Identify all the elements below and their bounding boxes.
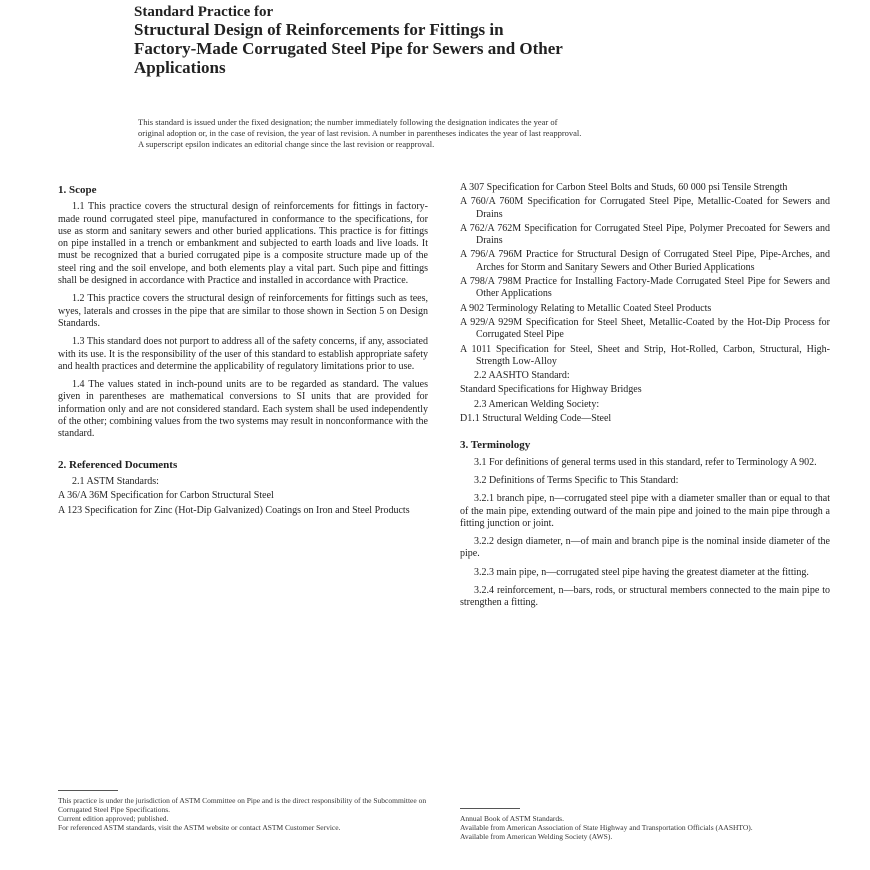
notice-line: original adoption or, in the case of revision, the year of last revision. A number in parentheses indicates the year of last reapproval. (138, 128, 582, 138)
footnote-rule (58, 790, 118, 791)
terminology-paragraph: 3.2.1 branch pipe, n—corrugated steel pipe with a diameter smaller than or equal to that of the main pipe, extending outward of the main pipe and joined to the main pipe through a fitting junction or joint. (460, 493, 830, 529)
document-header (134, 4, 754, 77)
scope-paragraph: 1.4 The values stated in inch-pound units are to be regarded as standard. The values given in parentheses are mathematical conversions to SI units that are provided for information only and are not considered standard. Each system shall be used independently of the other; combining values from the two systems may result in nonconformance with the standard. (58, 379, 428, 440)
notice-line: A superscript epsilon indicates an editorial change since the last revision or reapproval. (138, 139, 435, 149)
terminology-paragraph: 3.2.3 main pipe, n—corrugated steel pipe having the greatest diameter at the fitting. (474, 566, 809, 578)
footnote-rule (460, 808, 520, 809)
footnote: Current edition approved; published. (58, 814, 169, 823)
title-prefix: Standard Practice for (134, 4, 274, 20)
terminology-paragraph: 3.2.2 design diameter, n—of main and branch pipe is the nominal inside diameter of the pipe. (460, 536, 830, 560)
terminology-paragraph: 3.1 For definitions of general terms used in this standard, refer to Terminology A 902. (474, 456, 817, 468)
right-column (460, 182, 830, 616)
left-footnotes (58, 796, 428, 832)
reference-item: 2.3 American Welding Society: (474, 398, 600, 410)
reference-item: 2.2 AASHTO Standard: (474, 370, 570, 382)
footnote: Available from American Welding Society (AWS). (460, 832, 613, 841)
footnote: This practice is under the jurisdiction of ASTM Committee on Pipe and is the direct responsibility of the Subcommittee on Corrugated Steel Pipe Specifications. (58, 796, 427, 814)
reference-item: A 36/A 36M Specification for Carbon Structural Steel (58, 490, 274, 502)
standard-notice (138, 117, 738, 150)
reference-item: A 798/A 798M Practice for Installing Factory-Made Corrugated Steel Pipe for Sewers and Other Applications (460, 276, 830, 300)
reference-item: 2.1 ASTM Standards: (72, 475, 159, 487)
terminology-paragraph: 3.2.4 reinforcement, n—bars, rods, or structural members connected to the main pipe to strengthen a fitting. (460, 585, 830, 609)
reference-item: A 1011 Specification for Steel, Sheet and Strip, Hot-Rolled, Carbon, Structural, High-Strength Low-Alloy (460, 343, 830, 367)
title-line: Factory-Made Corrugated Steel Pipe for Sewers and Other (134, 39, 563, 58)
section-heading-terminology: 3. Terminology (460, 439, 531, 452)
footnote: Available from American Association of State Highway and Transportation Officials (AASHTO). (460, 823, 753, 832)
reference-item: A 796/A 796M Practice for Structural Design of Corrugated Steel Pipe, Pipe-Arches, and Arches for Storm and Sanitary Sewers and Other Buried Applications (460, 249, 830, 273)
left-column (58, 182, 428, 519)
reference-item: A 123 Specification for Zinc (Hot-Dip Galvanized) Coatings on Iron and Steel Products (58, 504, 410, 516)
title-line: Structural Design of Reinforcements for Fittings in (134, 20, 504, 39)
reference-item: Standard Specifications for Highway Bridges (460, 384, 642, 396)
reference-item: A 762/A 762M Specification for Corrugated Steel Pipe, Polymer Precoated for Sewers and Drains (460, 222, 830, 247)
reference-item: A 929/A 929M Specification for Steel Sheet, Metallic-Coated by the Hot-Dip Process for Corrugated Steel Pipe (460, 316, 830, 341)
title-line: Applications (134, 58, 226, 77)
scope-paragraph: 1.3 This standard does not purport to address all of the safety concerns, if any, associated with its use. It is the responsibility of the user of this standard to establish appropriate safety and health practices and determine the applicability of regulatory limitations prior to use. (58, 336, 428, 372)
reference-item: A 760/A 760M Specification for Corrugated Steel Pipe, Metallic-Coated for Sewers and Drains (460, 196, 830, 220)
reference-item: A 902 Terminology Relating to Metallic Coated Steel Products (460, 302, 712, 314)
footnote: For referenced ASTM standards, visit the ASTM website or contact ASTM Customer Service. (58, 823, 341, 832)
right-footnotes (460, 814, 830, 841)
reference-item: A 307 Specification for Carbon Steel Bolts and Studs, 60 000 psi Tensile Strength (460, 182, 788, 193)
notice-line: This standard is issued under the fixed designation; the number immediately following the designation indicates the year of (138, 117, 558, 127)
scope-paragraph: 1.1 This practice covers the structural design of reinforcements for fittings in factory-made round corrugated steel pipe, manufactured in conformance to the specifications, for use as storm and sanitary sewers and other buried applications. This practice is for fittings on pipe installed in a trench or embankment and subjected to earth loads and live loads. It must be recognized that a buried corrugated pipe is a composite structure made up of the steel ring and the soil envelope, and both elements play a vital part. Such pipe and fittings shall be designed in accordance with Practice and installed in accordance with Practice. (58, 201, 428, 287)
terminology-paragraph: 3.2 Definitions of Terms Specific to This Standard: (474, 474, 679, 486)
scope-paragraph: 1.2 This practice covers the structural design of reinforcements for fittings such as tees, wyes, laterals and crosses in the pipe that are similar to those shown in Section 5 on Design Standards. (58, 293, 428, 329)
reference-item: D1.1 Structural Welding Code—Steel (460, 413, 612, 425)
section-heading-scope: 1. Scope (58, 184, 97, 196)
section-heading-referenced-documents: 2. Referenced Documents (58, 458, 178, 471)
footnote: Annual Book of ASTM Standards. (460, 814, 564, 823)
